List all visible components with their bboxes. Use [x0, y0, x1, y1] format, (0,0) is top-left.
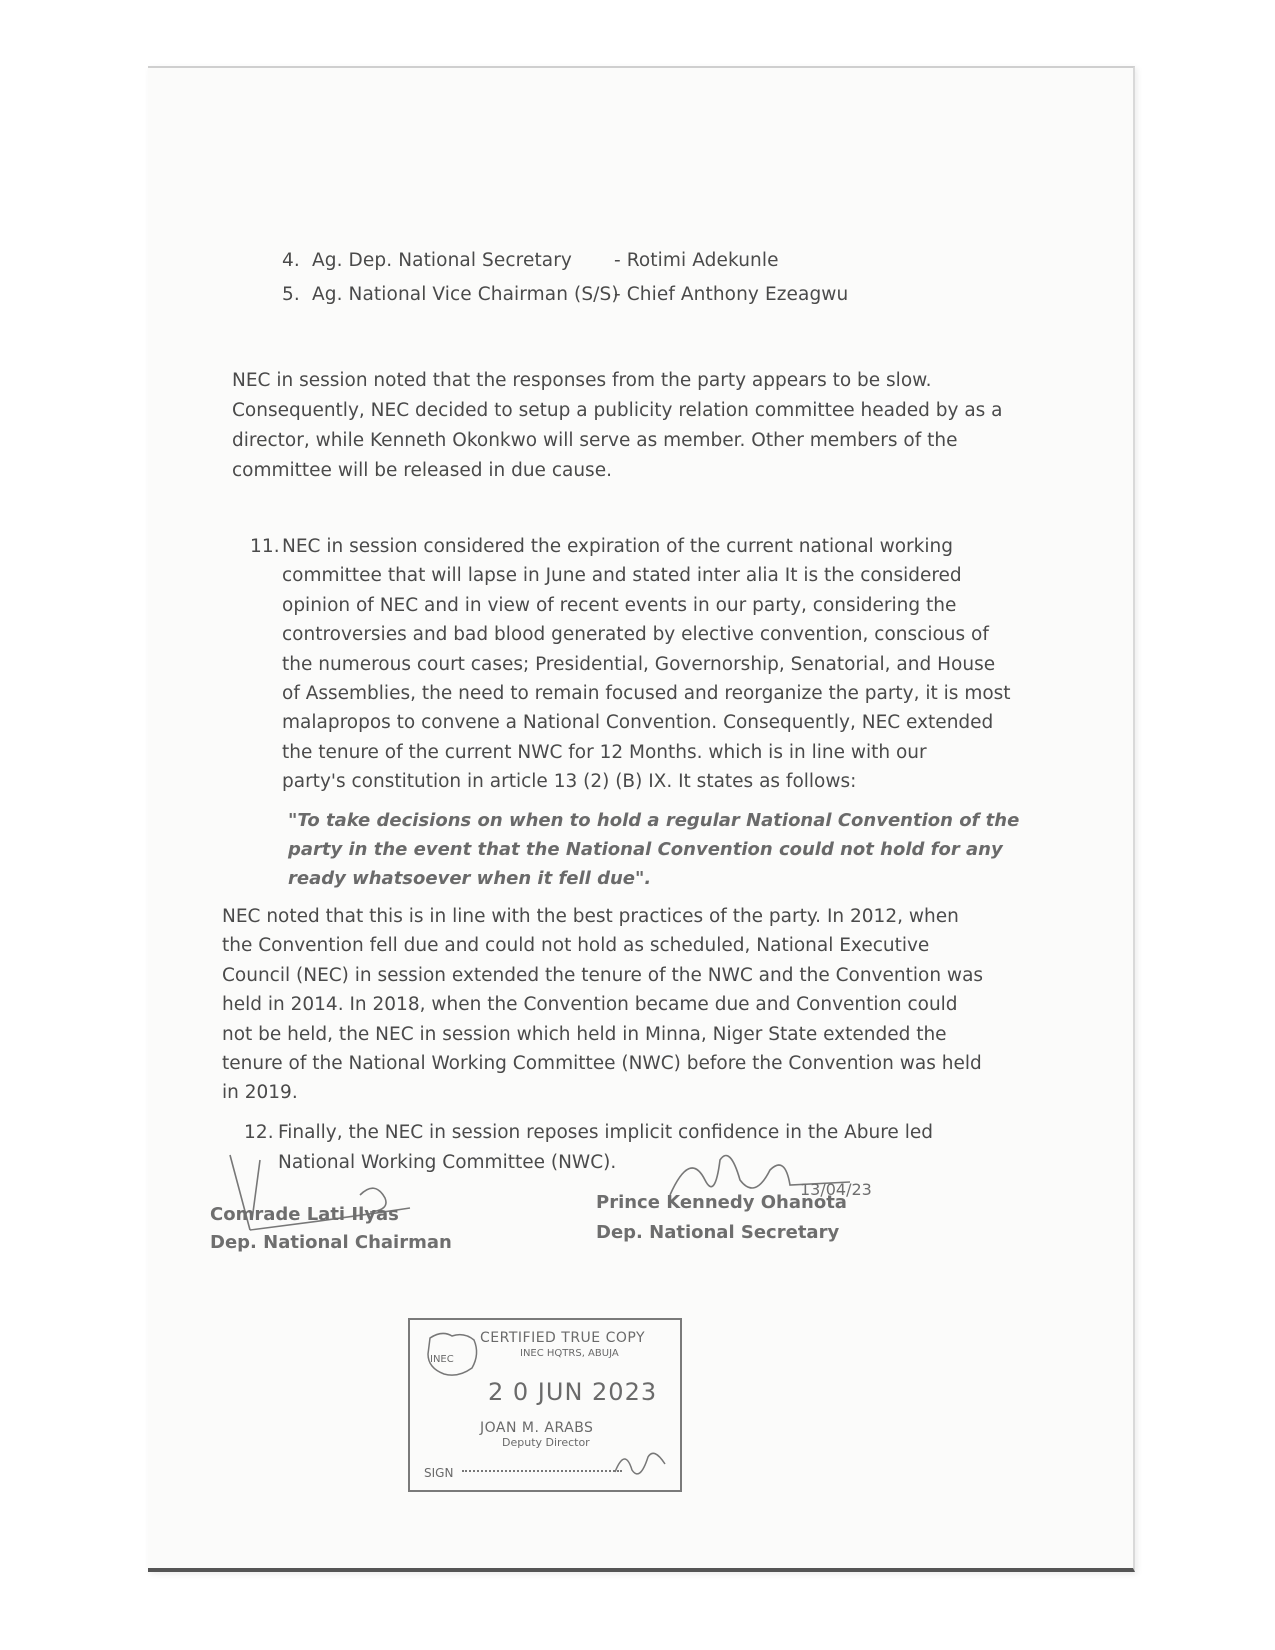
text-line: malapropos to convene a National Convention. Consequently, NEC extended: [282, 712, 994, 734]
text-line: controversies and bad blood generated by elective convention, conscious of: [282, 624, 989, 646]
text-line: National Working Committee (NWC).: [278, 1152, 617, 1173]
list-role: Ag. National Vice Chairman (S/S): [312, 284, 619, 305]
stamp-date: 2 0 JUN 2023: [488, 1378, 658, 1406]
right-signatory-name: Prince Kennedy Ohanota: [596, 1192, 847, 1213]
left-signatory-name: Comrade Lati Ilyas: [210, 1204, 399, 1225]
stamp-sign-line: [462, 1470, 622, 1472]
item-number: 12.: [244, 1122, 274, 1143]
quote-line: ready whatsoever when it fell due".: [288, 868, 652, 889]
text-line: the tenure of the current NWC for 12 Months. which is in line with our: [282, 741, 927, 763]
list-role: Ag. Dep. National Secretary: [312, 250, 572, 271]
text-line: Finally, the NEC in session reposes implicit confidence in the Abure led: [278, 1122, 933, 1143]
stamp-officer-title: Deputy Director: [502, 1436, 590, 1449]
text-line: the numerous court cases; Presidential, Governorship, Senatorial, and House: [282, 653, 996, 675]
right-signatory-title: Dep. National Secretary: [596, 1222, 840, 1243]
text-line: opinion of NEC and in view of recent events in our party, considering the: [282, 594, 957, 616]
stamp-sign-label: SIGN: [424, 1466, 454, 1480]
list-number: 5.: [282, 284, 300, 305]
text-line: of Assemblies, the need to remain focused and reorganize the party, it is most: [282, 683, 1011, 705]
quote-line: party in the event that the National Convention could not hold for any: [288, 839, 1003, 860]
list-officer-name: - Rotimi Adekunle: [614, 250, 779, 271]
text-line: Council (NEC) in session extended the tenure of the NWC and the Convention was: [222, 964, 984, 986]
right-signatory-date: 13/04/23: [800, 1180, 872, 1199]
quote-line: "To take decisions on when to hold a regular National Convention of the: [288, 810, 1020, 831]
text-line: director, while Kenneth Okonkwo will serve as member. Other members of the: [232, 430, 958, 451]
text-line: held in 2014. In 2018, when the Convention became due and Convention could: [222, 994, 958, 1016]
text-line: NEC noted that this is in line with the best practices of the party. In 2012, when: [222, 906, 959, 927]
text-line: tenure of the National Working Committee (NWC) before the Convention was held: [222, 1053, 982, 1075]
precedent-paragraph: [222, 902, 982, 1108]
text-line: not be held, the NEC in session which held in Minna, Niger State extended the: [222, 1023, 947, 1045]
certified-true-copy-stamp: [408, 1318, 682, 1492]
text-line: NEC in session noted that the responses from the party appears to be slow.: [232, 370, 932, 391]
text-line: committee that will lapse in June and stated inter alia It is the considered: [282, 565, 962, 587]
stamp-title: CERTIFIED TRUE COPY: [480, 1330, 646, 1346]
list-officer-name: - Chief Anthony Ezeagwu: [614, 284, 849, 305]
item-number: 11.: [250, 536, 280, 557]
text-line: Consequently, NEC decided to setup a publicity relation committee headed by as a: [232, 400, 1003, 421]
stamp-logo-text: INEC: [430, 1354, 454, 1365]
text-line: in 2019.: [222, 1082, 298, 1104]
text-line: party's constitution in article 13 (2) (B) IX. It states as follows:: [282, 771, 857, 793]
item-11-text: [282, 532, 1011, 797]
text-line: the Convention fell due and could not hold as scheduled, National Executive: [222, 935, 930, 957]
stamp-officer: JOAN M. ARABS: [480, 1420, 594, 1436]
publicity-paragraph: [232, 366, 1003, 486]
stamp-subtitle: INEC HQTRS, ABUJA: [520, 1348, 619, 1359]
text-line: NEC in session considered the expiration of the current national working: [282, 536, 953, 557]
list-number: 4.: [282, 250, 300, 271]
text-line: committee will be released in due cause.: [232, 460, 612, 481]
left-signatory-title: Dep. National Chairman: [210, 1232, 452, 1253]
stamp-signature: [610, 1442, 670, 1482]
constitution-quote: [288, 806, 1020, 893]
